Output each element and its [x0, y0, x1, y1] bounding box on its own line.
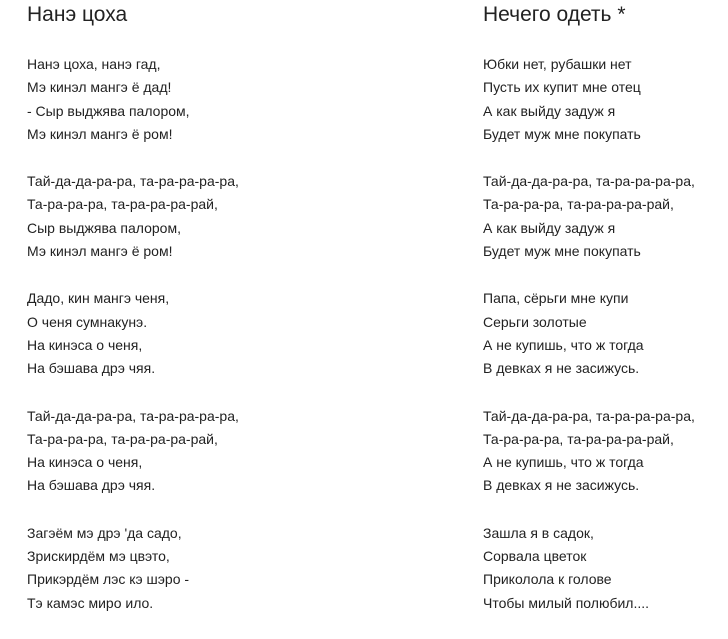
lyric-line: Будет муж мне покупать	[483, 125, 641, 142]
verse	[483, 522, 728, 615]
lyric-line: Нанэ цоха, нанэ гад,	[27, 56, 161, 72]
lyric-line: Дадо, кин мангэ ченя,	[27, 290, 170, 307]
verse	[483, 405, 728, 498]
lyric-line: Тай-да-да-ра-ра, та-ра-ра-ра-ра,	[27, 173, 239, 190]
lyric-line: Та-ра-ра-ра, та-ра-ра-ра-рай,	[483, 196, 674, 213]
song-column-right	[483, 0, 728, 639]
verse	[483, 53, 728, 146]
lyric-line: Зашла я в садок,	[483, 524, 594, 541]
song-title: Нанэ цоха	[27, 3, 128, 26]
song-column-left	[27, 0, 447, 639]
lyric-line: На кинэса о ченя,	[27, 336, 143, 353]
lyric-line: Серьги золотые	[483, 313, 587, 330]
song-verses	[483, 53, 728, 615]
verse	[27, 522, 447, 615]
lyric-line: Пусть их купит мне отец	[483, 79, 641, 96]
lyric-line: Мэ кинэл мангэ ё дад!	[27, 79, 172, 96]
lyric-line: На бэшава дрэ чяя.	[27, 477, 156, 494]
lyric-line: Та-ра-ра-ра, та-ра-ра-ра-рай,	[27, 196, 218, 213]
verse	[27, 405, 447, 498]
verse	[483, 170, 728, 263]
lyric-line: А как выйду задуж я	[483, 102, 616, 119]
lyric-line: Мэ кинэл мангэ ё ром!	[27, 125, 173, 142]
lyric-line: Та-ра-ра-ра, та-ра-ра-ра-рай,	[27, 430, 218, 447]
lyric-line: Тэ камэс миро ило.	[27, 594, 154, 611]
lyric-line: Папа, сёрьги мне купи	[483, 290, 629, 307]
lyric-line: На кинэса о ченя,	[27, 454, 143, 471]
lyric-line: Мэ кинэл мангэ ё ром!	[27, 243, 173, 260]
lyric-line: Будет муж мне покупать	[483, 243, 641, 260]
lyric-line: На бэшава дрэ чяя.	[27, 360, 156, 377]
lyric-line: В девках я не засижусь.	[483, 477, 640, 494]
lyric-line: А как выйду задуж я	[483, 219, 616, 236]
verse	[27, 170, 447, 263]
lyric-line: Сорвала цветок	[483, 548, 587, 565]
lyric-line: А не купишь, что ж тогда	[483, 336, 644, 353]
lyric-line: Загэём мэ дрэ 'да садо,	[27, 524, 182, 541]
lyric-line: В девках я не засижусь.	[483, 360, 640, 377]
lyric-line: А не купишь, что ж тогда	[483, 454, 644, 471]
song-verses	[27, 53, 447, 615]
verse	[483, 287, 728, 380]
lyric-line: Тай-да-да-ра-ра, та-ра-ра-ра-ра,	[483, 407, 695, 424]
lyric-line: Юбки нет, рубашки нет	[483, 56, 632, 72]
verse	[27, 53, 447, 146]
verse	[27, 287, 447, 380]
lyric-line: О ченя сумнакунэ.	[27, 313, 148, 330]
song-title: Нечего одеть *	[483, 3, 626, 26]
lyric-line: Тай-да-да-ра-ра, та-ра-ра-ра-ра,	[27, 407, 239, 424]
lyric-line: Прикэрдём лэс кэ шэро -	[27, 571, 190, 588]
lyric-line: Та-ра-ра-ра, та-ра-ра-ра-рай,	[483, 430, 674, 447]
lyric-line: Приколола к голове	[483, 571, 612, 588]
lyric-line: Чтобы милый полюбил....	[483, 594, 650, 611]
lyric-line: Тай-да-да-ра-ра, та-ра-ра-ра-ра,	[483, 173, 695, 190]
lyric-line: Зрискирдём мэ цвэто,	[27, 548, 170, 565]
lyric-line: - Сыр выджява палором,	[27, 102, 190, 119]
lyric-line: Сыр выджява палором,	[27, 219, 181, 236]
